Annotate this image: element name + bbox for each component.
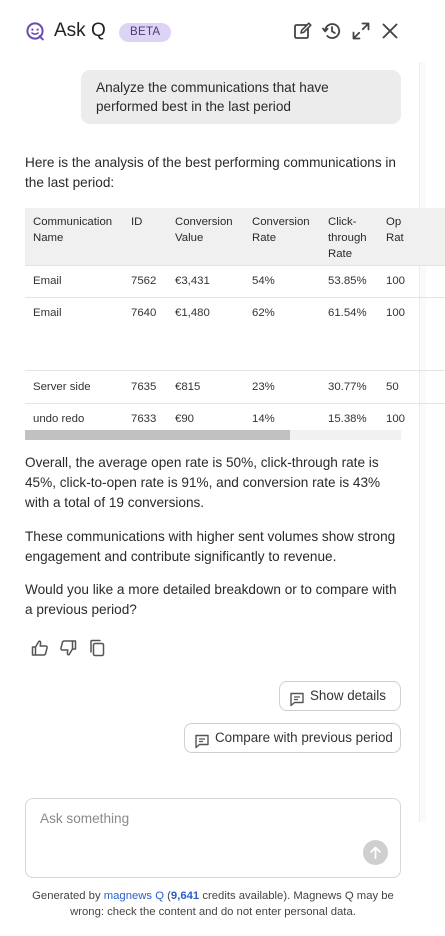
cell-conversion-value: €1,480 xyxy=(167,297,244,370)
cell-id: 7562 xyxy=(123,265,167,297)
show-details-label: Show details xyxy=(310,688,386,703)
cell-id: 7633 xyxy=(123,403,167,435)
results-table-container xyxy=(25,208,406,440)
table-header-row xyxy=(25,208,445,265)
page-scrollbar[interactable] xyxy=(419,62,426,822)
cell-conversion-rate: 54% xyxy=(244,265,320,297)
results-table xyxy=(25,208,445,435)
col-header-click-through-rate[interactable]: Click- through Rate xyxy=(320,208,378,265)
close-icon[interactable] xyxy=(379,20,401,42)
table-row xyxy=(25,297,445,370)
compare-previous-period-button[interactable] xyxy=(184,723,401,753)
cell-click-through-rate: 61.54% xyxy=(320,297,378,370)
col-header-conversion-rate[interactable]: Conversion Rate xyxy=(244,208,320,265)
chat-bubble-icon xyxy=(194,731,210,747)
panel-header xyxy=(0,0,426,62)
engagement-text: These communications with higher sent volumes show strong engagement and contribute significantly to revenue. xyxy=(25,529,396,564)
cell-conversion-value: €90 xyxy=(167,403,244,435)
cell-conversion-rate: 62% xyxy=(244,297,320,370)
cell-click-through-rate: 15.38% xyxy=(320,403,378,435)
cell-name: Email xyxy=(25,297,123,370)
col-header-conversion-value[interactable]: Conversion Value xyxy=(167,208,244,265)
cell-id: 7635 xyxy=(123,370,167,403)
history-icon[interactable] xyxy=(321,20,343,42)
summary-text: Overall, the average open rate is 50%, click-through rate is 45%, click-to-open rate is 91%, and conversion rate is 43% with a total of 19 conversions. xyxy=(25,455,381,510)
table-row xyxy=(25,265,445,297)
show-details-button[interactable] xyxy=(279,681,401,711)
table-horizontal-scrollbar[interactable] xyxy=(25,430,401,440)
cell-click-through-rate: 53.85% xyxy=(320,265,378,297)
magnews-q-link[interactable]: magnews Q xyxy=(103,890,165,902)
beta-badge: BETA xyxy=(119,23,171,42)
col-header-id[interactable]: ID xyxy=(123,208,167,265)
copy-icon[interactable] xyxy=(87,638,107,658)
cell-conversion-value: €3,431 xyxy=(167,265,244,297)
cell-open-rate: 50 xyxy=(378,370,445,403)
user-message-bubble: Analyze the communications that have performed best in the last period xyxy=(81,70,401,124)
col-header-open-rate[interactable]: Op Rat xyxy=(378,208,445,265)
cell-name: Server side xyxy=(25,370,123,403)
follow-up-question: Would you like a more detailed breakdown or to compare with a previous period? xyxy=(25,582,397,617)
compare-label: Compare with previous period xyxy=(215,730,393,745)
credits-count: 9,641 xyxy=(170,890,200,902)
chat-bubble-icon xyxy=(289,689,305,705)
cell-open-rate: 100 xyxy=(378,265,445,297)
cell-conversion-value: €815 xyxy=(167,370,244,403)
arrow-up-icon xyxy=(368,845,383,860)
ask-input[interactable] xyxy=(40,811,340,851)
cell-conversion-rate: 14% xyxy=(244,403,320,435)
cell-open-rate: 100 xyxy=(378,403,445,435)
send-button[interactable] xyxy=(363,840,388,865)
app-title: Ask Q xyxy=(54,20,106,41)
col-header-communication-name[interactable]: Communication Name xyxy=(25,208,123,265)
response-intro: Here is the analysis of the best performing communications in the last period: xyxy=(25,155,396,190)
ask-input-box[interactable] xyxy=(25,798,401,878)
cell-conversion-rate: 23% xyxy=(244,370,320,403)
cell-open-rate: 100 xyxy=(378,297,445,370)
ask-q-logo-icon xyxy=(25,21,45,41)
cell-id: 7640 xyxy=(123,297,167,370)
cell-name: undo redo xyxy=(25,403,123,435)
thumbs-up-icon[interactable] xyxy=(30,638,50,658)
table-scrollbar-thumb[interactable] xyxy=(25,430,290,440)
thumbs-down-icon[interactable] xyxy=(58,638,78,658)
cell-name: Email xyxy=(25,265,123,297)
disclaimer-footer: Generated by magnews Q (9,641 credits available). Magnews Q may be wrong: check the content and do not enter personal data. xyxy=(32,890,394,918)
compose-icon[interactable] xyxy=(292,20,314,42)
table-row xyxy=(25,370,445,403)
expand-icon[interactable] xyxy=(350,20,372,42)
cell-click-through-rate: 30.77% xyxy=(320,370,378,403)
